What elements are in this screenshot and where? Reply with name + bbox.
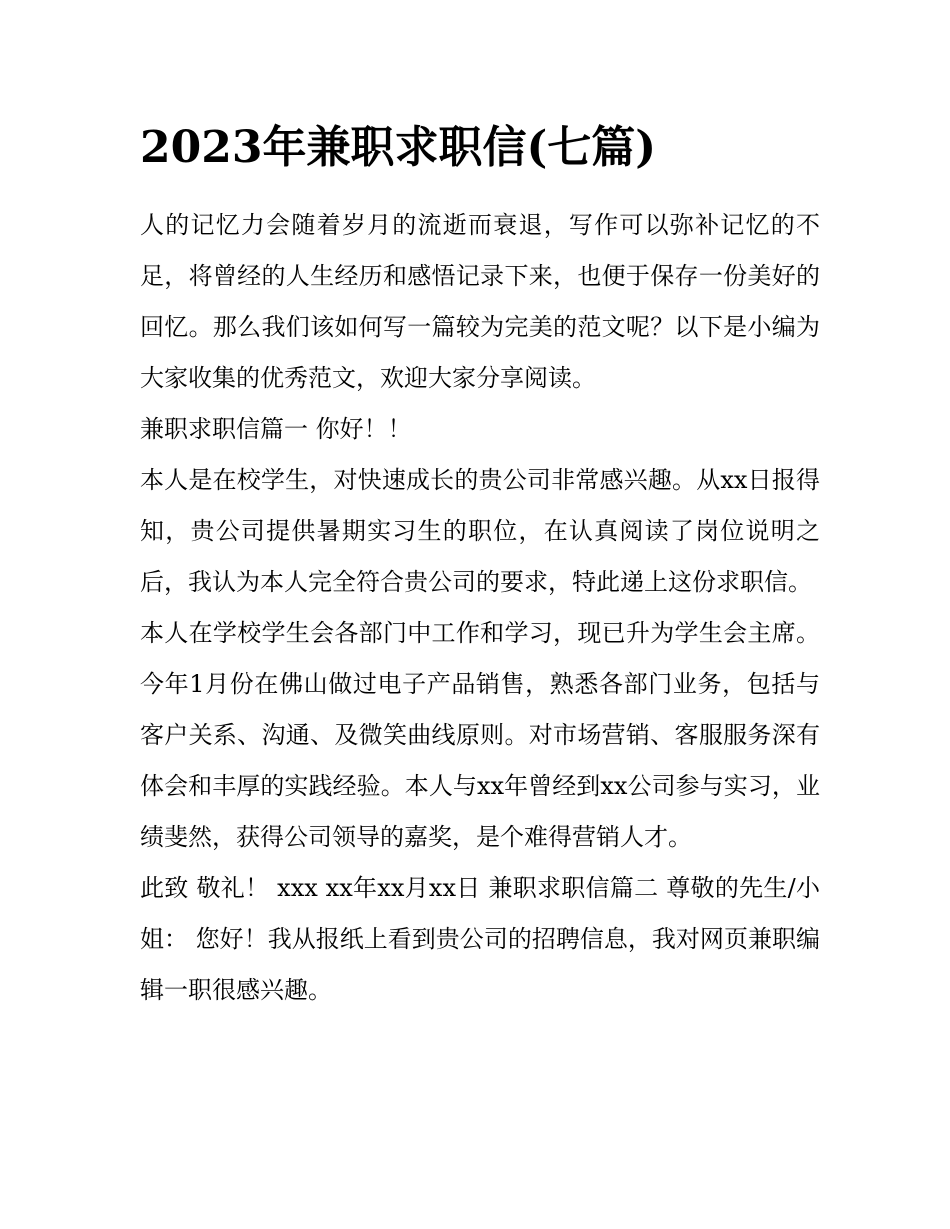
intro-paragraph: 人的记忆力会随着岁月的流逝而衰退，写作可以弥补记忆的不足，将曾经的人生经历和感悟记录下来，也便于保存一份美好的回忆。那么我们该如何写一篇较为完美的范文呢？以下是小编为大家收集的优秀范文，欢迎大家分享阅读。 (140, 211, 820, 392)
letter-one-paragraph-2: 本人在学校学生会各部门中工作和学习，现已升为学生会主席。今年1月份在佛山做过电子产品销售，熟悉各部门业务，包括与客户关系、沟通、及微笑曲线原则。对市场营销、客服服务深有体会和丰厚的实践经验。本人与xx年曾经到xx公司参与实习，业绩斐然，获得公司领导的嘉奖，是个难得营销人才。 (140, 619, 820, 851)
document-body (140, 200, 820, 1016)
document-title: 2023年兼职求职信(七篇) (140, 122, 657, 173)
letter-one-paragraph-1: 本人是在校学生，对快速成长的贵公司非常感兴趣。从xx日报得知，贵公司提供暑期实习生的职位，在认真阅读了岗位说明之后，我认为本人完全符合贵公司的要求，特此递上这份求职信。 (140, 466, 820, 596)
closing-and-letter-two-paragraph: 此致 敬礼！ xxx xx年xx月xx日 兼职求职信篇二 尊敬的先生/小姐： 您好！我从报纸上看到贵公司的招聘信息，我对网页兼职编辑一职很感兴趣。 (140, 874, 820, 1004)
letter-one-greeting: 兼职求职信篇一 你好！！ (140, 415, 412, 443)
